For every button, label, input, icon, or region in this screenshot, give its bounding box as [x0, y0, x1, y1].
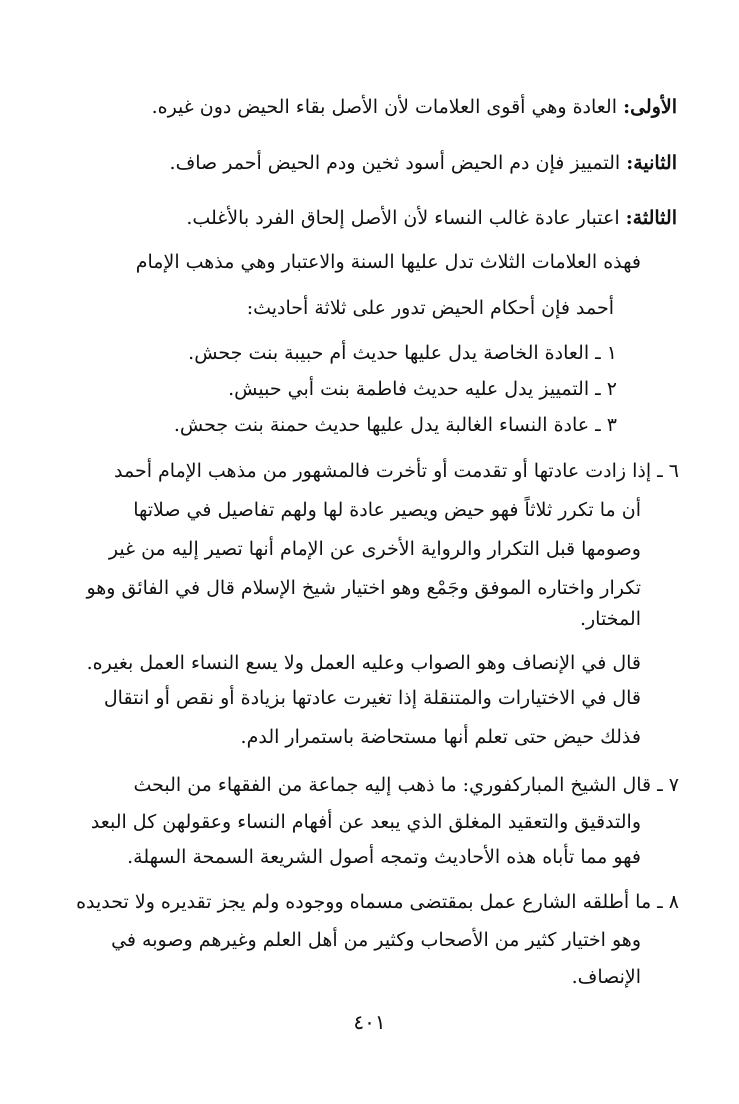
- item-6-text: إذا زادت عادتها أو تقدمت أو تأخرت فالمشهور من مذهب الإمام أحمد: [114, 460, 652, 482]
- item-7-line-2: والتدقيق والتعقيد المغلق الذي يبعد عن أفهام النساء وعقولهن كل البعد: [90, 811, 641, 833]
- hadith-item: [188, 338, 617, 368]
- item-8-line-2: وهو اختيار كثير من الأصحاب وكثير من أهل العلم وغيرهم وصوبه في: [111, 929, 641, 951]
- item-6-line-1: [114, 456, 679, 486]
- hadith-text: العادة الخاصة يدل عليها حديث أم حبيبة بنت جحش.: [188, 342, 590, 364]
- intro-line-2: أحمد فإن أحكام الحيض تدور على ثلاثة أحاديث:: [246, 297, 614, 319]
- item-6-number: ٦ ـ: [657, 460, 679, 482]
- sign-second: [170, 148, 677, 178]
- hadith-number: ٣ ـ: [595, 414, 617, 436]
- hadith-item: [174, 410, 617, 440]
- item-8-line-3: الإنصاف.: [571, 966, 641, 988]
- sign-second-label: الثانية:: [626, 152, 677, 174]
- hadith-text: التمييز يدل عليه حديث فاطمة بنت أبي حبيش.: [228, 378, 590, 400]
- sign-third: [186, 203, 677, 233]
- hadith-number: ١ ـ: [595, 342, 617, 364]
- item-6-line-3: وصومها قبل التكرار والرواية الأخرى عن الإمام أنها تصير إليه من غير: [108, 538, 641, 560]
- sign-first-label: الأولى:: [623, 96, 677, 118]
- item-6-line-2: أن ما تكرر ثلاثاً فهو حيض ويصير عادة لها ولهم تفاصيل في صلاتها: [133, 499, 641, 521]
- hadith-item: [228, 374, 617, 404]
- sign-third-text: اعتبار عادة غالب النساء لأن الأصل إلحاق الفرد بالأغلب.: [186, 207, 620, 229]
- intro-line-1: فهذه العلامات الثلاث تدل عليها السنة والاعتبار وهي مذهب الإمام: [135, 251, 641, 273]
- sign-first-text: العادة وهي أقوى العلامات لأن الأصل بقاء الحيض دون غيره.: [151, 96, 618, 118]
- item-6-line-4: تكرار واختاره الموفق وجَمْع وهو اختيار شيخ الإسلام قال في الفائق وهو: [86, 577, 641, 599]
- hadith-text: عادة النساء الغالبة يدل عليها حديث حمنة بنت جحش.: [173, 414, 590, 436]
- item-8-line-1: [76, 887, 679, 917]
- item-8-text: ما أطلقه الشارع عمل بمقتضى مسماه ووجوده ولم يجز تقديره ولا تحديده: [76, 891, 652, 913]
- sign-second-text: التمييز فإن دم الحيض أسود ثخين ودم الحيض أحمر صاف.: [169, 152, 621, 174]
- insaf-line-1: قال في الإنصاف وهو الصواب وعليه العمل ولا يسع النساء العمل بغيره.: [86, 652, 641, 674]
- item-7-line-3: فهو مما تأباه هذه الأحاديث وتمجه أصول الشريعة السمحة السهلة.: [127, 846, 641, 868]
- hadith-number: ٢ ـ: [595, 378, 617, 400]
- sign-third-label: الثالثة:: [625, 207, 677, 229]
- item-7-line-1: [133, 770, 679, 800]
- sign-first: [152, 92, 677, 122]
- page-number: ٤٠١: [353, 1010, 386, 1034]
- item-7-number: ٧ ـ: [657, 774, 679, 796]
- insaf-line-2: قال في الاختيارات والمتنقلة إذا تغيرت عادتها بزيادة أو نقص أو انتقال: [103, 687, 641, 709]
- item-8-number: ٨ ـ: [657, 891, 679, 913]
- item-7-text: قال الشيخ المباركفوري: ما ذهب إليه جماعة من الفقهاء من البحث: [133, 774, 652, 796]
- insaf-line-3: فذلك حيض حتى تعلم أنها مستحاضة باستمرار الدم.: [240, 726, 641, 748]
- item-6-line-5: المختار.: [579, 608, 641, 630]
